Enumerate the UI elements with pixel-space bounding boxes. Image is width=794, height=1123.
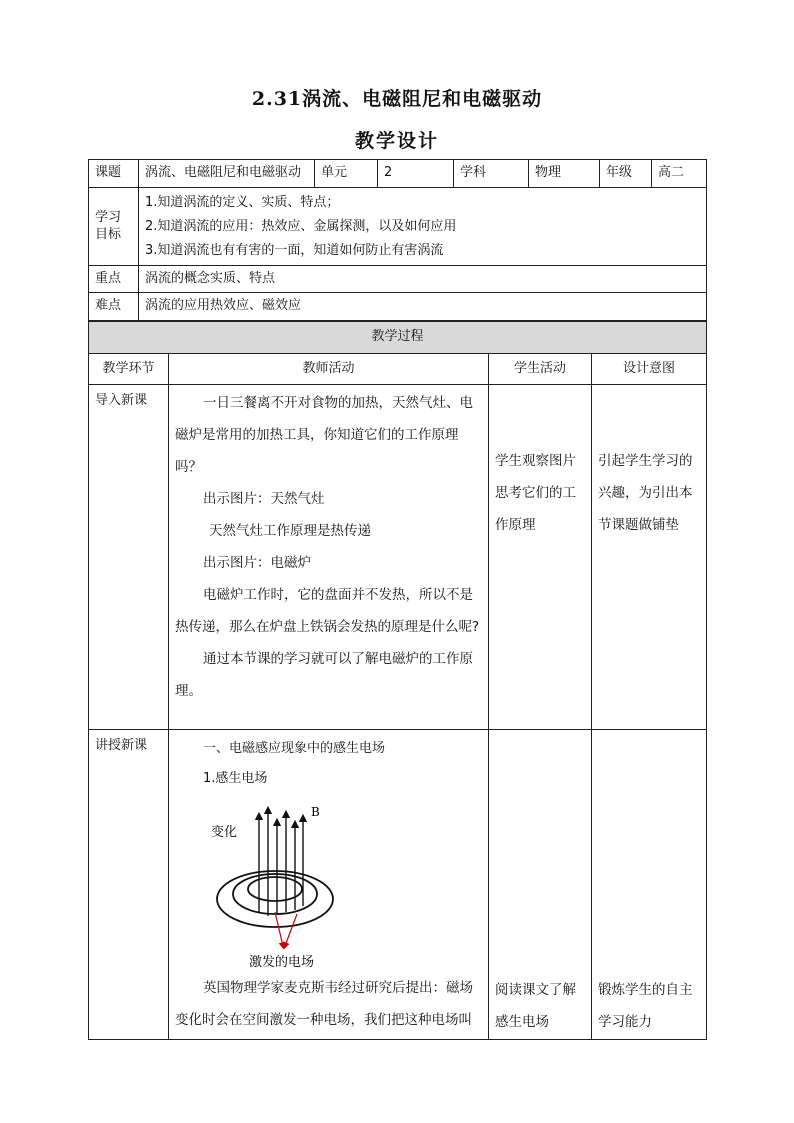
col-stage-header: 教学环节 bbox=[89, 354, 169, 385]
grade-value: 高二 bbox=[652, 160, 707, 188]
goal-item: 3.知道涡流也有有害的一面，知道如何防止有害涡流 bbox=[145, 242, 444, 258]
lecture-intent: 锻炼学生的自主学习能力 bbox=[592, 730, 707, 1040]
intro-student: 学生观察图片思考它们的工作原理 bbox=[489, 385, 592, 730]
lecture-paragraph: 英国物理学家麦克斯韦经过研究后提出：磁场变化时会在空间激发一种电场，我们把这种电场叫 bbox=[175, 980, 473, 1028]
lecture-stage: 讲授新课 bbox=[89, 730, 169, 1040]
field-loop-middle bbox=[233, 874, 317, 914]
difficulty-value: 涡流的应用热效应、磁效应 bbox=[139, 293, 707, 321]
info-table bbox=[88, 159, 707, 321]
subject-value: 物理 bbox=[529, 160, 600, 188]
intro-stage: 导入新课 bbox=[89, 385, 169, 730]
induced-field-diagram bbox=[175, 794, 482, 972]
intro-intent: 引起学生学习的兴趣，为引出本节课题做铺垫 bbox=[592, 385, 707, 730]
grade-label: 年级 bbox=[600, 160, 652, 188]
unit-label: 单元 bbox=[315, 160, 378, 188]
lecture-teacher bbox=[169, 730, 489, 1040]
key-value: 涡流的概念实质、特点 bbox=[139, 266, 707, 293]
col-teacher-header: 教师活动 bbox=[169, 354, 489, 385]
process-table bbox=[88, 321, 707, 1040]
lecture-student: 阅读课文了解感生电场 bbox=[489, 730, 592, 1040]
intro-paragraph: 天然气灶工作原理是热传递 bbox=[209, 523, 371, 539]
induced-field-figure bbox=[175, 794, 475, 972]
unit-value: 2 bbox=[378, 160, 454, 188]
intro-paragraph: 一日三餐离不开对食物的加热，天然气灶、电磁炉是常用的加热工具，你知道它们的工作原理吗？ bbox=[175, 395, 473, 475]
goal-item: 1.知道涡流的定义、实质、特点； bbox=[145, 194, 340, 210]
intro-paragraph: 出示图片：天然气灶 bbox=[203, 491, 325, 507]
label-induced-field: 激发的电场 bbox=[249, 955, 315, 970]
intro-paragraph: 通过本节课的学习就可以了解电磁炉的工作原理。 bbox=[175, 651, 473, 699]
col-intent-header: 设计意图 bbox=[592, 354, 707, 385]
subject-label: 学科 bbox=[454, 160, 529, 188]
lecture-heading: 一、电磁感应现象中的感生电场 bbox=[203, 741, 386, 756]
key-label: 重点 bbox=[89, 266, 139, 293]
label-b: B bbox=[311, 805, 320, 819]
document-subtitle: 教学设计 bbox=[354, 130, 439, 152]
label-change: 变化 bbox=[211, 825, 238, 840]
field-loop-inner bbox=[248, 877, 302, 901]
topic-value: 涡流、电磁阻尼和电磁驱动 bbox=[139, 160, 315, 188]
induced-arrow bbox=[275, 912, 283, 946]
goals-list bbox=[139, 188, 707, 266]
goal-item: 2.知道涡流的应用：热效应、金属探测，以及如何应用 bbox=[145, 218, 457, 234]
intro-paragraph: 出示图片：电磁炉 bbox=[203, 555, 311, 571]
document-title: 2.31涡流、电磁阻尼和电磁驱动 bbox=[251, 88, 543, 110]
intro-paragraph: 电磁炉工作时，它的盘面并不发热，所以不是热传递，那么在炉盘上铁锅会发热的原理是什么呢? bbox=[175, 587, 480, 635]
lecture-subheading: 1.感生电场 bbox=[203, 771, 268, 786]
col-student-header: 学生活动 bbox=[489, 354, 592, 385]
difficulty-label: 难点 bbox=[89, 293, 139, 321]
topic-label: 课题 bbox=[89, 160, 139, 188]
intro-teacher bbox=[169, 385, 489, 730]
process-header: 教学过程 bbox=[89, 322, 707, 354]
induced-arrow bbox=[285, 914, 297, 946]
goals-label: 学习目标 bbox=[89, 188, 139, 266]
